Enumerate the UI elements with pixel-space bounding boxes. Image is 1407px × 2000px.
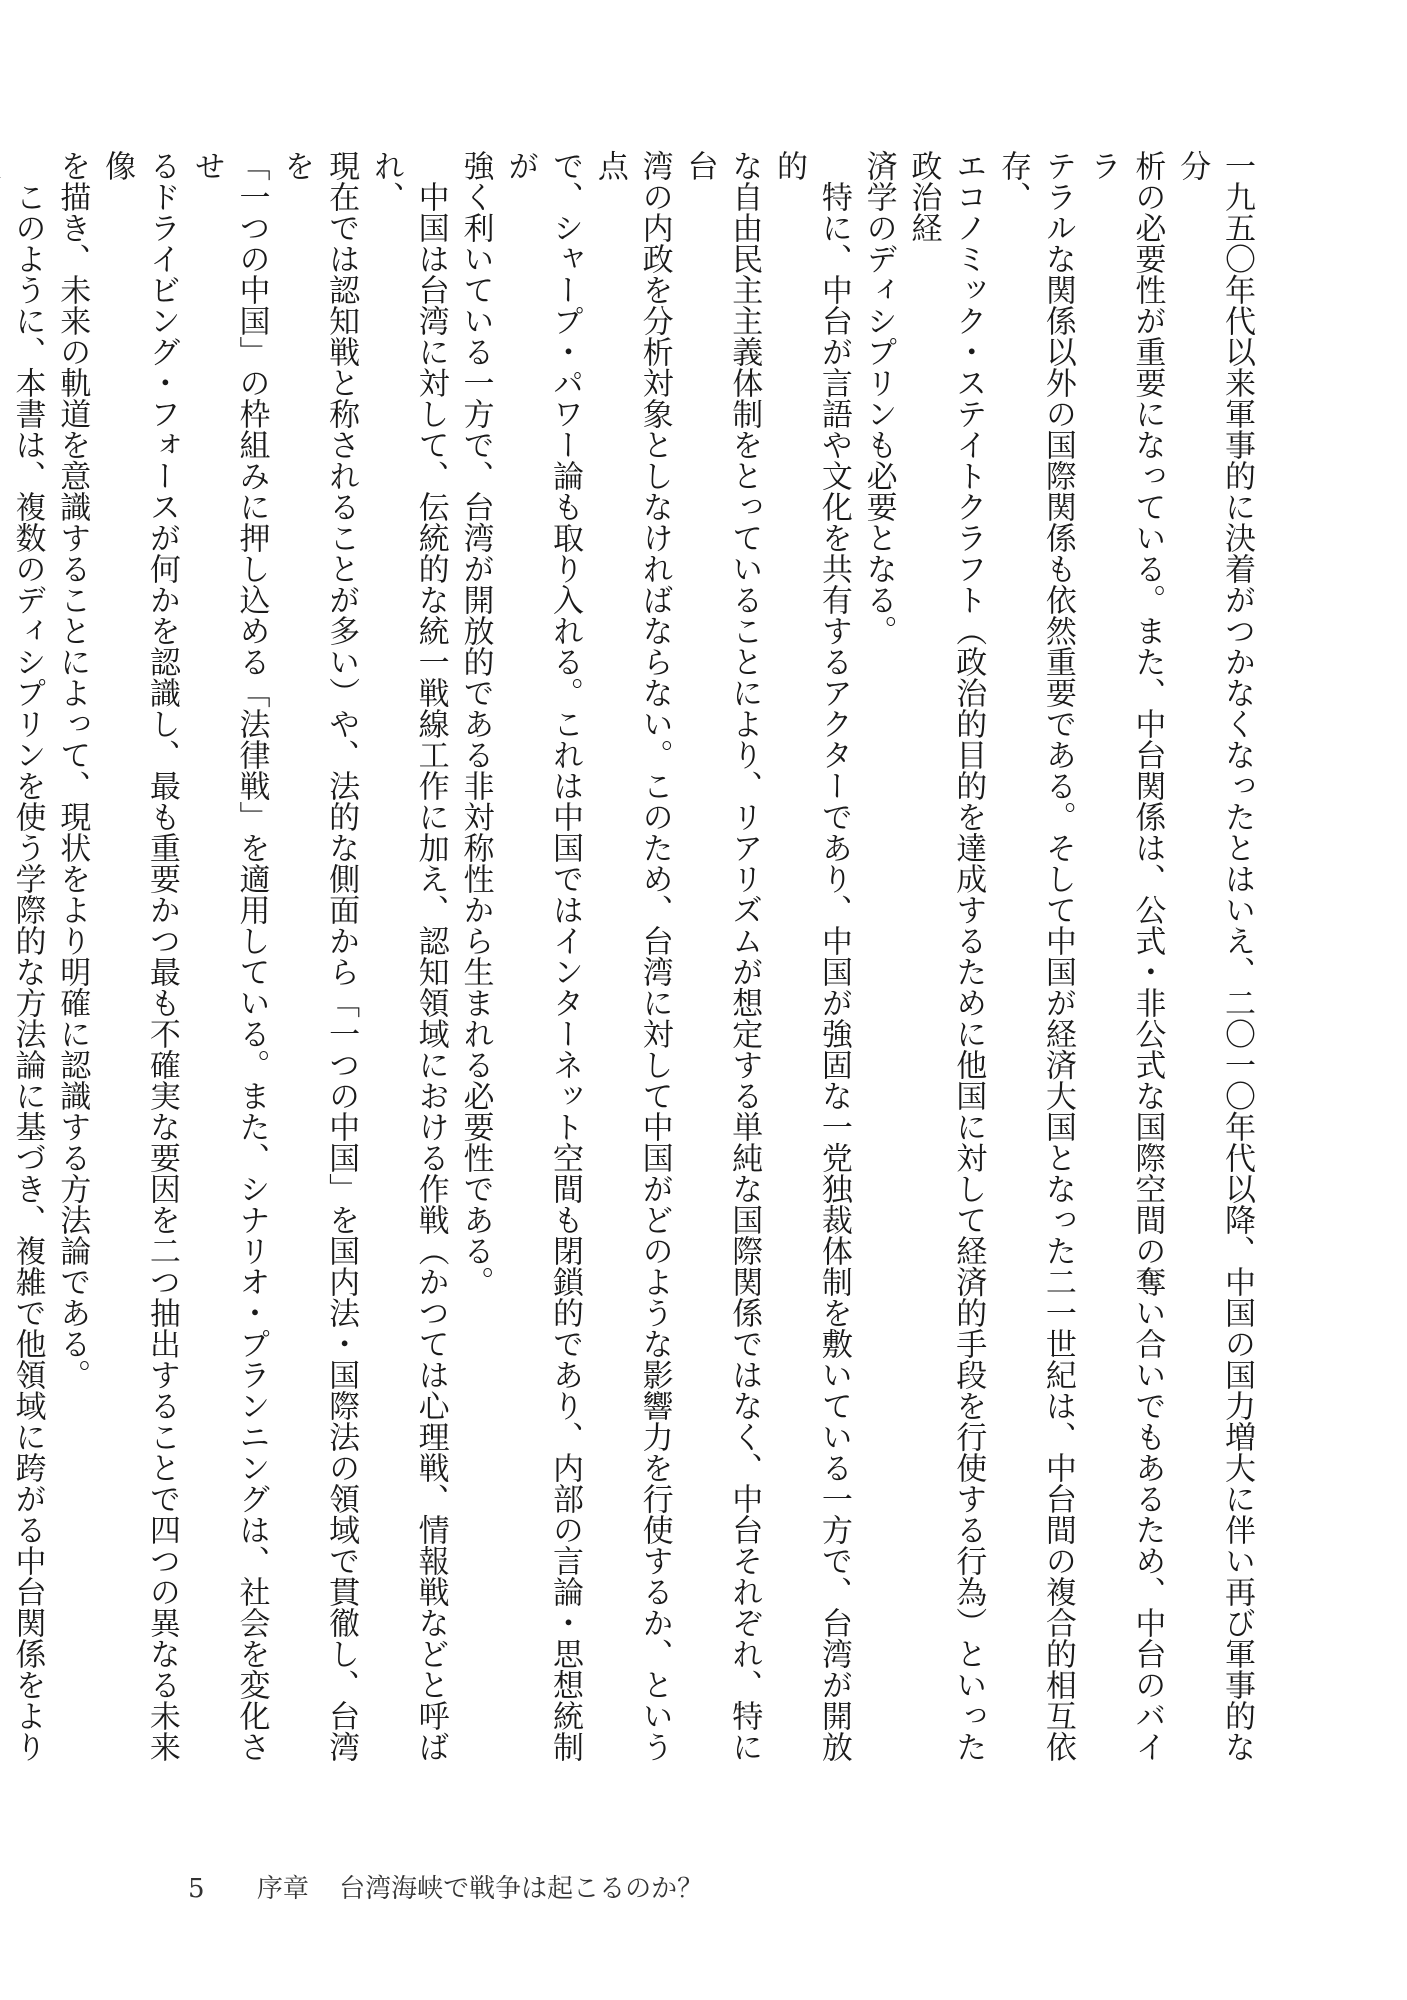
text-line: エコノミック・ステイトクラフト（政治的目的を達成するために他国に対して経済的手段を行使する行為）といった政治経 (905, 150, 987, 1762)
page-number: 5 (188, 1874, 205, 1904)
text-line: 特に、中台が言語や文化を共有するアクターであり、中国が強固な一党独裁体制を敷いている一方で、台湾が開放的 (771, 150, 852, 1762)
text-line: このように、本書は、複数のディシプリンを使う学際的な方法論に基づき、複雑で他領域に跨がる中台関係をより (9, 181, 46, 1762)
text-line: 強く利いている一方で、台湾が開放的である非対称性から生まれる必要性である。 (457, 150, 494, 1297)
text-line: を描き、未来の軌道を意識することによって、現状をより明確に認識する方法論である。 (54, 150, 91, 1390)
chapter-title: 台湾海峡で戦争は起こるのか？ (339, 1874, 704, 1904)
text-line: で、シャープ・パワー論も取り入れる。これは中国ではインターネット空間も閉鎖的であり、内部の言論・思想統制が (502, 150, 584, 1762)
text-line: るドライビング・フォースが何かを認識し、最も重要かつ最も不確実な要因を二つ抽出することで四つの異なる未来像 (99, 150, 180, 1762)
chapter-label: 序章 (256, 1874, 309, 1904)
text-line: 済学のディシプリンも必要となる。 (860, 150, 897, 646)
body-text (9, 150, 1259, 1790)
text-line: 「一つの中国」の枠組みに押し込める「法律戦」を適用している。また、シナリオ・プランニングは、社会を変化させ (188, 150, 270, 1762)
text-line: テラルな関係以外の国際関係も依然重要である。そして中国が経済大国となった二一世紀は、中台間の複合的相互依存、 (995, 150, 1076, 1762)
text-line: 一九五〇年代以来軍事的に決着がつかなくなったとはいえ、二〇一〇年代以降、中国の国力増大に伴い再び軍事的な分 (1174, 150, 1255, 1762)
text-line: 湾の内政を分析対象としなければならない。このため、台湾に対して中国がどのような影響力を行使するか、という点 (591, 150, 673, 1762)
text-line: 現在では認知戦と称されることが多い）や、法的な側面から「一つの中国」を国内法・国際法の領域で貫徹し、台湾を (278, 150, 360, 1762)
text-line: 中国は台湾に対して、伝統的な統一戦線工作に加え、認知領域における作戦（かつては心理戦、情報戦などと呼ばれ、 (367, 150, 449, 1762)
text-line: な自由民主主義体制をとっていることにより、リアリズムが想定する単純な国際関係ではなく、中台それぞれ、特に台 (681, 150, 763, 1762)
text-line: 析の必要性が重要になっている。また、中台関係は、公式・非公式な国際空間の奪い合いでもあるため、中台のバイラ (1084, 150, 1166, 1762)
page-footer (188, 1868, 703, 1905)
